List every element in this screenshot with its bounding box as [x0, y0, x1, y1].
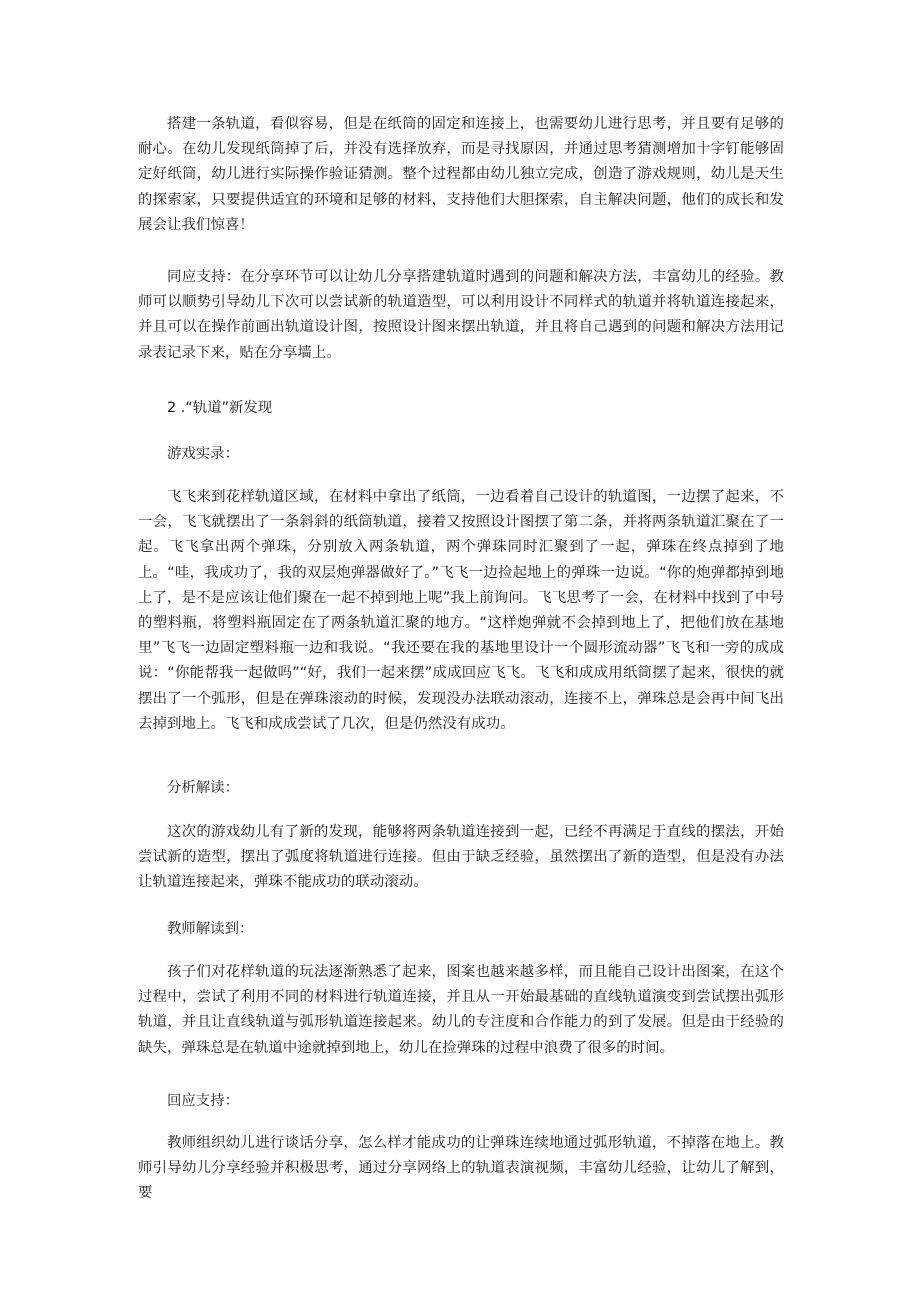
paragraph-analysis: 这次的游戏幼儿有了新的发现，能够将两条轨道连接到一起，已经不再满足于直线的摆法，开始尝试新的造型，摆出了弧度将轨道进行连接。但由于缺乏经验，虽然摆出了新的造型，但是没有办法让轨道连接起来，弹珠不能成功的联动滚动。 — [138, 824, 784, 891]
label-analysis: 分析解读： — [167, 780, 239, 796]
section-heading-new-discovery: 2 .“轨道”新发现 — [167, 400, 273, 416]
paragraph-response-support-1: 同应支持：在分享环节可以让幼儿分享搭建轨道时遇到的问题和解决方法，丰富幼儿的经验。教师可以顺势引导幼儿下次可以尝试新的轨道造型，可以利用设计不同样式的轨道并将轨道连接起来，并且可以在操作前画出轨道设计图，按照设计图来摆出轨道，并且将自己遇到的问题和解决方法用记录表记录下来，贴在分享墙上。 — [138, 269, 784, 361]
label-teacher-interpretation: 教师解读到： — [167, 921, 254, 937]
paragraph-response-support-2: 教师组织幼儿进行谈话分享，怎么样才能成功的让弹珠连续地通过弧形轨道，不掉落在地上。教师引导幼儿分享经验并积极思考，通过分享网络上的轨道表演视频，丰富幼儿经验，让幼儿了解到，要 — [138, 1135, 784, 1202]
label-response-support: 回应支持： — [167, 1093, 239, 1109]
paragraph-teacher-interpretation: 孩子们对花样轨道的玩法逐渐熟悉了起来，图案也越来越多样，而且能自己设计出图案，在这个过程中，尝试了利用不同的材料进行轨道连接，并且从一开始最基础的直线轨道演变到尝试摆出弧形轨道，并且让直线轨道与弧形轨道连接起来。幼儿的专注度和合作能力的到了发展。但是由于经验的缺失，弹珠总是在轨道中途就掉到地上，幼儿在捡弹珠的过程中浪费了很多的时间。 — [138, 964, 784, 1056]
paragraph-game-record: 飞飞来到花样轨道区域，在材料中拿出了纸筒，一边看着自己设计的轨道图，一边摆了起来，不一会，飞飞就摆出了一条斜斜的纸筒轨道，接着又按照设计图摆了第二条，并将两条轨道汇聚在了一起。飞飞拿出两个弹珠，分别放入两条轨道，两个弹珠同时汇聚到了一起，弹珠在终点掉到了地上。“哇，我成功了，我的双层炮弹器做好了。”飞飞一边捡起地上的弹珠一边说。“你的炮弹都掉到地上了，是不是应该让他们聚在一起不掉到地上呢”我上前询问。飞飞思考了一会，在材料中找到了中号的塑料瓶，将塑料瓶固定在了两条轨道汇聚的地方。“这样炮弹就不会掉到地上了，把他们放在基地里”飞飞一边固定塑料瓶一边和我说。“我还要在我的基地里设计一个圆形流动器”飞飞和一旁的成成说：“你能帮我一起做吗”“好，我们一起来摆”成成回应飞飞。飞飞和成成用纸筒摆了起来，很快的就摆出了一个弧形，但是在弹珠滚动的时候，发现没办法联动滚动，连接不上，弹珠总是会再中间飞出去掉到地上。飞飞和成成尝试了几次，但是仍然没有成功。 — [138, 489, 784, 732]
paragraph-track-building-reflection: 搭建一条轨道，看似容易，但是在纸筒的固定和连接上，也需要幼儿进行思考，并且要有足够的耐心。在幼儿发现纸筒掉了后，并没有选择放弃，而是寻找原因，并通过思考猜测增加十字钉能够固定好纸筒，幼儿进行实际操作验证猜测。整个过程都由幼儿独立完成，创造了游戏规则，幼儿是天生的探索家，只要提供适宜的环境和足够的材料，支持他们大胆探索，自主解决问题，他们的成长和发展会让我们惊喜！ — [138, 116, 784, 233]
label-game-record: 游戏实录： — [167, 446, 239, 462]
